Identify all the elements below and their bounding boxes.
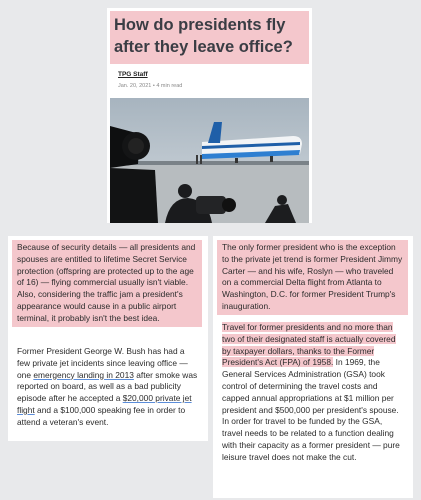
left-p2-text-a: Former President George W. Bush has had a few private jet incidents since leaving office — one <box>17 346 188 380</box>
read-time: 4 min read <box>156 83 183 89</box>
meta-separator: • <box>152 83 157 89</box>
right-paragraph-2 <box>217 320 409 466</box>
right-p2-highlight: Travel for former presidents and no more than two of their designated staff is actually covered by taxpayer dollars, thanks to the Former President's Act (FPA) of 1958. <box>222 322 396 368</box>
standing-person <box>196 155 198 164</box>
emergency-landing-link[interactable]: emergency landing in 2013 <box>33 369 134 380</box>
right-text-card <box>213 236 413 498</box>
left-text-card <box>8 236 208 441</box>
left-p2-text-b: after smoke was reported on board, as well as a bad publicity episode after he accepted a <box>17 369 198 404</box>
left-paragraph-2 <box>12 344 204 431</box>
right-p2-text: In 1969, the General Services Administration (GSA) took control of determining the travel costs and capped annual appropriations at $1 million per president and $500,000 per president's spouse. In order for travel to be funded by the GSA, travel needs to be related to a function dealing with their capacity as a former president — pure leisure travel does not make the cut. <box>222 357 400 462</box>
private-jet-flight-link[interactable]: $20,000 private jet flight <box>17 393 192 415</box>
article-date: Jan. 20, 2021 <box>118 83 152 89</box>
right-paragraph-1: The only former president who is the exception to the private jet trend is former President Jimmy Carter — and his wife, Roslyn — who traveled on a commercial Delta flight from Atlanta to Washington, D.C. for former President Trump's inauguration. <box>217 240 408 315</box>
standing-person <box>200 155 202 164</box>
author-link[interactable]: TPG Staff <box>118 71 148 78</box>
left-p2-text-c: and a $100,000 speaking fee in order to attend a veteran's event. <box>17 404 186 427</box>
left-paragraph-1: Because of security details — all presidents and spouses are entitled to lifetime Secret Service protection (offspring are protected up to the age of 16) — flying commercial usually isn't viable. Also, considering the traffic jam a president's appearance would cause in a public airport terminal, it probably isn't the best idea. <box>12 240 202 327</box>
article-meta <box>118 83 182 89</box>
article-header-card <box>107 8 312 223</box>
article-title: How do presidents fly after they leave office? <box>110 11 309 64</box>
hero-image <box>110 98 309 223</box>
